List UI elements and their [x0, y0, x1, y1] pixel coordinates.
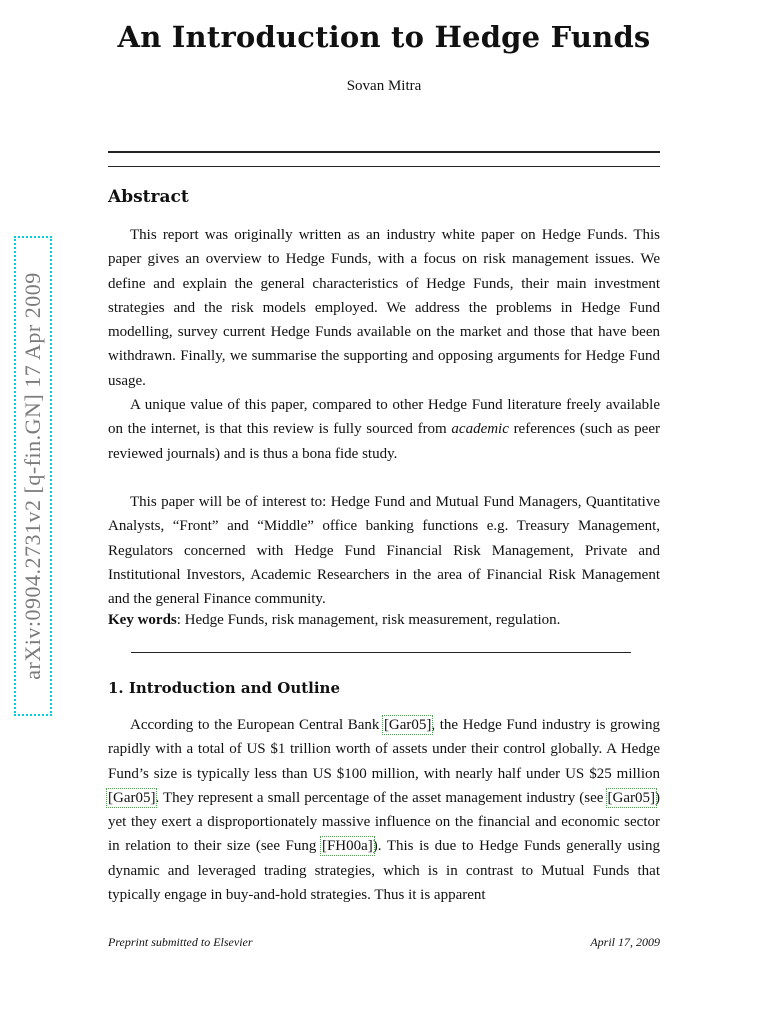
intro-text-1: According to the European Central Bank [130, 717, 384, 733]
keywords-line [108, 612, 660, 629]
citation-link-gar05[interactable]: [Gar05] [108, 789, 156, 806]
paper-author: Sovan Mitra [346, 78, 422, 94]
header-rule-thin [108, 166, 660, 167]
arxiv-identifier: arXiv:0904.2731v2 [q-fin.GN] 17 Apr 2009 [20, 272, 45, 680]
citation-link-gar05[interactable]: [Gar05] [607, 789, 655, 806]
keywords-label: Key words [108, 612, 177, 628]
abstract-paragraph-2 [108, 393, 660, 466]
citation-link-gar05[interactable]: [Gar05] [383, 717, 432, 733]
citation-link-fh00a[interactable]: [FH00a] [321, 838, 373, 855]
intro-text-2: , the Hedge Fund industry is growing rapidly with a total of US $1 trillion worth of assets under their control globally. A Hedge Fund’s size is typically less than US $100 million, with nearly half under US $25 million [108, 717, 660, 782]
paper-title: An Introduction to Hedge Funds [117, 20, 651, 54]
header-rule-thick [108, 151, 660, 153]
intro-text-4: ) yet they exert a disproportionately massive influence on the financial and economic sector in relation to their size (see Fung [108, 789, 660, 855]
abstract-end-rule [131, 652, 631, 653]
introduction-paragraph [108, 713, 660, 907]
abstract-heading: Abstract [108, 187, 189, 207]
abstract-paragraph-3: This paper will be of interest to: Hedge Fund and Mutual Fund Managers, Quantitative Analysts, “Front” and “Middle” office banking functions e.g. Treasury Management, Regulators concerned with Hedge Fund Financial Risk Management, Private and Institutional Investors, Academic Researchers in the area of Financial Risk Management and the general Finance community. [108, 494, 660, 608]
abstract-p2-text-a: A unique value of this paper, compared to other Hedge Fund literature freely available on the internet, is that this review is fully sourced from [108, 397, 660, 438]
keywords-text: : Hedge Funds, risk management, risk measurement, regulation. [176, 612, 561, 628]
footer-date: April 17, 2009 [590, 935, 660, 949]
intro-text-3: . They represent a small percentage of the asset management industry (see [155, 789, 608, 806]
abstract-p2-emphasis: academic [451, 421, 509, 438]
intro-text-5: ). This is due to Hedge Funds generally using dynamic and leveraged trading strategies, which is in contrast to Mutual Funds that typically engage in buy-and-hold strategies. Thus it is apparent [108, 838, 660, 904]
arxiv-side-stamp[interactable] [14, 236, 52, 716]
footer-preprint-note: Preprint submitted to Elsevier [108, 935, 253, 949]
section-heading-introduction: 1. Introduction and Outline [108, 679, 341, 697]
abstract-p2-text-b: references (such as peer reviewed journals) and is thus a bona fide study. [108, 421, 660, 462]
abstract-paragraph-1: This report was originally written as an industry white paper on Hedge Funds. This paper gives an overview to Hedge Funds, with a focus on risk management issues. We define and explain the general characteristics of Hedge Funds, their main investment strategies and the risk models employed. We address the problems in Hedge Fund modelling, survey current Hedge Funds available on the market and those that have been withdrawn. Finally, we summarise the supporting and opposing arguments for Hedge Fund usage. [108, 227, 660, 389]
